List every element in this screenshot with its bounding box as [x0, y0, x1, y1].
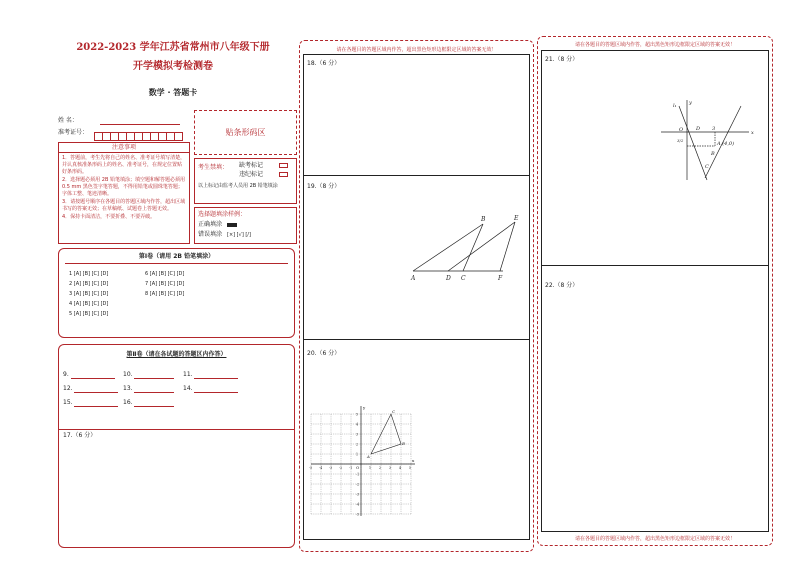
q14-answer[interactable] [194, 392, 238, 393]
fill-example-box [194, 207, 297, 244]
y-tick-label: 2 [356, 442, 359, 447]
q14-label: 14. [183, 385, 193, 392]
correct-fill-label: 正确填涂 [198, 221, 223, 228]
x-tick-label: 4 [399, 466, 402, 470]
wrong-fill-marks: [×] [√] [/] [227, 232, 251, 238]
part2-title: 第Ⅱ卷（请在各试题的答题区内作答） [126, 351, 227, 358]
q20-coordinate-grid [309, 402, 419, 520]
choice-row-7[interactable]: 7 [A] [B] [C] [D] [145, 281, 185, 287]
x-tick-label: 2 [379, 466, 382, 470]
q11-answer[interactable] [194, 378, 238, 379]
part1-box [58, 248, 295, 338]
fig21-label-x: x [751, 130, 754, 136]
choice-row-3[interactable]: 3 [A] [B] [C] [D] [69, 291, 109, 297]
fig21-label-3: 3 [712, 126, 716, 132]
fig19-label-e: E [514, 215, 519, 222]
absent-checkbox[interactable] [279, 163, 288, 168]
fig21-label-l1: l₁ [673, 103, 677, 109]
right-warning: 请在各题目的答题区域内作答，超出黑色矩形边框限定区域的答案无效！ [574, 42, 735, 48]
absent-label: 缺考标记 [239, 162, 264, 169]
x-tick-label: -1 [349, 466, 353, 470]
q17-area[interactable] [59, 429, 294, 547]
notice-title: 注意事项 [59, 143, 189, 153]
q10-answer[interactable] [134, 378, 174, 379]
barcode-area [194, 110, 297, 155]
fig21-label-c: C [705, 164, 709, 170]
q20-area[interactable] [303, 340, 530, 540]
status-label: 考生禁填： [198, 164, 229, 171]
q9-label: 9. [63, 371, 69, 378]
id-label: 准考证号： [58, 129, 89, 136]
q21-figure [657, 98, 757, 182]
q15-answer[interactable] [74, 406, 118, 407]
y-tick-label: -3 [356, 492, 360, 497]
middle-warning: 请在各题目的答题区域内作答，超出黑色矩形边框限定区域的答案无效！ [336, 47, 497, 53]
y-tick-label: 4 [356, 422, 359, 427]
fig19-label-f: F [498, 275, 503, 282]
q18-label: 18.（6 分） [307, 60, 341, 67]
q22-label: 22.（8 分） [545, 282, 579, 289]
right-warning-bottom: 请在各题目的答题区域内作答，超出黑色矩形边框限定区域的答案无效！ [574, 536, 735, 542]
fig21-label-frac: 3/2 [677, 138, 684, 143]
choice-row-8[interactable]: 8 [A] [B] [C] [D] [145, 291, 185, 297]
q19-area[interactable] [303, 176, 530, 340]
part2-box [58, 344, 295, 548]
q21-area[interactable] [541, 50, 769, 266]
q15-label: 15. [63, 399, 73, 406]
y-tick-label: 3 [356, 432, 359, 437]
q11-label: 11. [183, 371, 193, 378]
q13-label: 13. [123, 385, 133, 392]
card-title-line1: 2022-2023 学年江苏省常州市八年级下册 [76, 42, 270, 53]
name-field[interactable] [100, 124, 180, 125]
q12-label: 12. [63, 385, 73, 392]
notice-box [58, 142, 190, 244]
q19-figure [403, 214, 528, 282]
fig21-label-a: A (4,0) [717, 141, 735, 147]
fig19-side-ab [413, 224, 483, 271]
choice-row-4[interactable]: 4 [A] [B] [C] [D] [69, 301, 109, 307]
y-tick-label: -5 [356, 512, 360, 517]
q12-answer[interactable] [74, 392, 118, 393]
fig21-label-d: D [696, 126, 701, 132]
y-tick-label: 5 [356, 412, 359, 417]
x-tick-label: -2 [339, 466, 343, 470]
barcode-label: 贴条形码区 [225, 128, 266, 137]
fig21-label-y: y [689, 100, 692, 106]
fig20-point-b: B [402, 441, 405, 446]
fig19-side-de [448, 222, 515, 271]
q19-label: 19.（8 分） [307, 183, 341, 190]
card-title-line2: 开学模拟考检测卷 [133, 61, 213, 72]
fig19-label-b: B [481, 216, 486, 223]
x-tick-label: -5 [309, 466, 313, 470]
part1-title: 第Ⅰ卷（请用 2B 铅笔填涂） [138, 253, 215, 260]
q21-label: 21.（8 分） [545, 56, 579, 63]
y-tick-label: 1 [356, 452, 359, 457]
fig19-side-ef [500, 222, 515, 271]
fig20-origin: O [356, 465, 360, 470]
choice-row-1[interactable]: 1 [A] [B] [C] [D] [69, 271, 109, 277]
fig20-y-label: y [363, 405, 366, 410]
choice-row-5[interactable]: 5 [A] [B] [C] [D] [69, 311, 109, 317]
fig19-label-a: A [411, 275, 416, 282]
id-digit-box[interactable] [174, 132, 183, 141]
notice-item: 2．选择题必须用 2B 铅笔填涂；填空题和解答题必须用 0.5 mm 黑色签字笔答题，不得用铅笔或圆珠笔答题；字体工整、笔迹清晰。 [62, 177, 185, 197]
status-note: 以上标记由监考人员用 2B 铅笔填涂 [198, 183, 278, 189]
status-box [194, 158, 297, 204]
fig20-x-label: x [412, 458, 415, 463]
part1-underline [65, 263, 288, 264]
fig19-label-c: C [461, 275, 466, 282]
wrong-fill-label: 错误填涂 [198, 231, 223, 238]
x-tick-label: 5 [409, 466, 412, 470]
q22-area[interactable] [541, 266, 769, 532]
x-tick-label: 3 [389, 466, 392, 470]
q10-label: 10. [123, 371, 133, 378]
fig20-point-c: C [392, 409, 396, 414]
q16-label: 16. [123, 399, 133, 406]
x-tick-label: -4 [319, 466, 323, 470]
fig19-label-d: D [446, 275, 451, 282]
violation-label: 违纪标记 [239, 171, 264, 178]
q18-area[interactable] [303, 54, 530, 176]
card-subtitle: 数学 · 答题卡 [148, 88, 198, 97]
notice-item: 4．保持卡面清洁，不要折叠、不要弄破。 [62, 214, 156, 220]
q17-label: 17.（6 分） [63, 432, 97, 439]
fill-example-title: 选择题填涂样例： [198, 211, 247, 218]
fig21-label-b: B [711, 151, 715, 157]
x-tick-label: -3 [329, 466, 333, 470]
y-tick-label: -1 [356, 472, 360, 477]
q9-answer[interactable] [71, 378, 115, 379]
choice-row-2[interactable]: 2 [A] [B] [C] [D] [69, 281, 109, 287]
q20-label: 20.（6 分） [307, 350, 341, 357]
y-tick-label: -2 [356, 482, 360, 487]
notice-item: 1．答题前，考生先将自己的姓名、准考证号填写清楚，并认真核准条形码上的姓名、准考证号，在规定位置贴好条形码。 [62, 155, 186, 175]
name-label: 姓 名： [58, 117, 78, 124]
q16-answer[interactable] [134, 406, 174, 407]
q13-answer[interactable] [134, 392, 174, 393]
choice-row-6[interactable]: 6 [A] [B] [C] [D] [145, 271, 185, 277]
violation-checkbox[interactable] [279, 172, 288, 177]
notice-item: 3．请按题号顺序在各题目的答题区域内作答，超出区域书写的答案无效；在草稿纸、试题卷上答题无效。 [62, 199, 186, 212]
x-tick-label: 1 [369, 466, 372, 470]
correct-fill-mark [227, 223, 237, 227]
fig20-point-a: A [367, 454, 370, 459]
y-tick-label: -4 [356, 502, 360, 507]
fig21-label-o: O [679, 127, 684, 133]
fig21-line-l1 [679, 106, 707, 180]
